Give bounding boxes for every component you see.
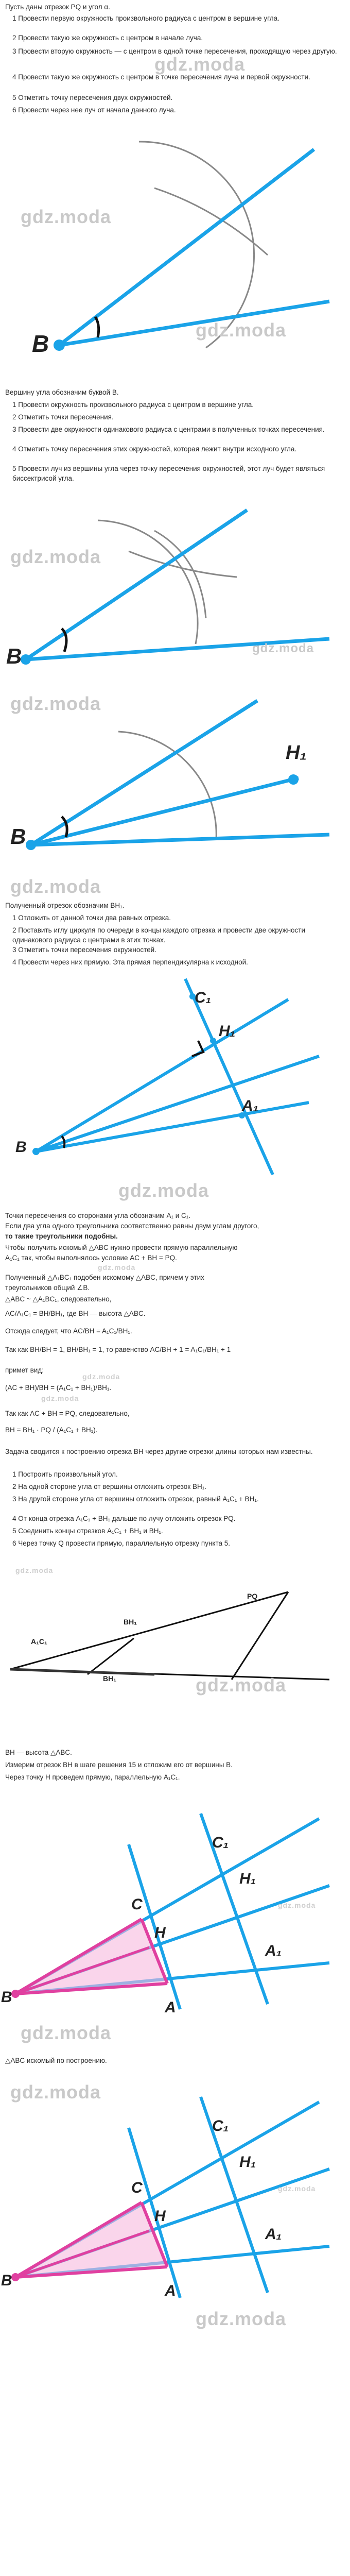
intro-text: Пусть даны отрезок PQ и угол α.	[5, 3, 110, 11]
step-e-3: 3 На другой стороне угла от вершины отложить отрезок, равный A₁C₁ + BH₁.	[12, 1495, 259, 1503]
step-c-2: 2 Поставить иглу циркуля по очереди в концы каждого отрезка и провести две окружности одинакового радиуса с центрами в этих точках.	[12, 926, 306, 944]
label-b: B	[1, 2272, 12, 2289]
label-a1c1: A₁C₁	[31, 1637, 47, 1646]
watermark: gdz.moda	[196, 2308, 286, 2329]
proof-formula-1: AC/A₁C₁ = BH/BH₁, где BH — высота △ABC.	[5, 1310, 146, 1317]
step-c-3: 3 Отметить точки пересечения окружностей.	[12, 946, 156, 954]
step-a-5: 5 Отметить точку пересечения двух окружностей.	[12, 94, 173, 101]
label-b: B	[32, 330, 49, 357]
label-a: A	[165, 2282, 176, 2299]
proof-line-2: A₁C₁ так, чтобы выполнялось условие AC + BH = PQ.	[5, 1254, 177, 1262]
label-a: A	[165, 1999, 176, 2016]
watermark: gdz.moda	[196, 319, 286, 341]
similarity-rule-1: Если два угла одного треугольника соответственно равны двум углам другого,	[5, 1222, 259, 1230]
watermark: gdz.moda	[118, 1180, 209, 1201]
figure-segment-construction	[0, 1551, 350, 1736]
step-a-2: 2 Провести такую же окружность с центром в начале луча.	[12, 34, 203, 42]
proof-line-4: треугольников общий ∠B.	[5, 1284, 90, 1292]
label-h1: H₁	[286, 742, 307, 764]
task-intro: Задача сводится к построению отрезка BH через другие отрезки длины которых нам известны.	[5, 1448, 313, 1455]
watermark: gdz.moda	[10, 693, 101, 714]
label-c1: C₁	[212, 2117, 229, 2134]
label-c1: C₁	[212, 1834, 229, 1851]
step-e-4: 4 От конца отрезка A₁C₁ + BH₁ дальше по лучу отложить отрезок PQ.	[12, 1515, 236, 1522]
watermark: gdz.moda	[98, 1263, 136, 1272]
step-a-6: 6 Провести через нее луч от начала данного луча.	[12, 106, 176, 114]
step-c-1: 1 Отложить от данной точки два равных отрезка.	[12, 914, 171, 922]
label-h1: H₁	[239, 2154, 256, 2171]
step-a-3: 3 Провести вторую окружность — с центром в одной точке пересечения, проходящую через другую.	[12, 47, 337, 55]
proof-formula-3: Так как BH/BH = 1, BH/BH₁ = 1, то равенство AC/BH + 1 = A₁C₁/BH₁ + 1	[5, 1346, 231, 1353]
step-a-1: 1 Провести первую окружность произвольного радиуса с центром в вершине угла.	[12, 14, 279, 22]
similarity-rule-2: то такие треугольники подобны.	[5, 1232, 118, 1240]
step-b-3: 3 Провести две окружности одинакового радиуса с центрами в полученных точках пересечения.	[12, 426, 325, 433]
proof-line-5: △ABC ~ △A₁BC₁, следовательно,	[5, 1295, 112, 1303]
watermark: gdz.moda	[278, 2184, 316, 2193]
label-a1: A₁	[265, 1942, 282, 1959]
label-h: H	[154, 2208, 166, 2225]
label-b: B	[1, 1989, 12, 2006]
watermark: gdz.moda	[82, 1372, 120, 1381]
through-h-note: Через точку H проведем прямую, параллельную A₁C₁.	[5, 1773, 180, 1781]
label-pq: PQ	[247, 1592, 258, 1600]
points-note: Точки пересечения со сторонами угла обозначим A₁ и C₁.	[5, 1212, 191, 1219]
proof-line-3: Полученный △A₁BC₁ подобен искомому △ABC, причем у этих	[5, 1274, 204, 1281]
watermark: gdz.moda	[10, 876, 101, 897]
watermark: gdz.moda	[196, 1674, 286, 1696]
segment-note: Полученный отрезок обозначим BH₁.	[5, 902, 125, 909]
watermark: gdz.moda	[278, 1901, 316, 1909]
label-c: C	[131, 1896, 143, 1913]
step-e-5: 5 Соединить концы отрезков A₁C₁ + BH₁ и BH₁.	[12, 1527, 163, 1535]
step-a-4: 4 Провести такую же окружность с центром в точке пересечения луча и первой окружности.	[12, 73, 310, 81]
measure-note: Измерим отрезок BH в шаге решения 15 и отложим его от вершины B.	[5, 1761, 233, 1769]
step-e-1: 1 Построить произвольный угол.	[12, 1470, 118, 1478]
figure-angle-copy	[0, 121, 350, 381]
watermark: gdz.moda	[10, 546, 101, 567]
step-b-1: 1 Провести окружность произвольного радиуса с центром в вершине угла.	[12, 401, 254, 409]
label-a1: A₁	[242, 1097, 259, 1114]
final-note: △ABC искомый по построению.	[5, 2057, 107, 2064]
proof-formula-5: BH = BH₁ · PQ / (A₁C₁ + BH₁).	[5, 1426, 98, 1434]
label-bh1: BH₁	[103, 1674, 117, 1683]
label-h1: H₁	[239, 1870, 256, 1887]
label-h1: H₁	[219, 1023, 236, 1040]
label-c: C	[131, 2179, 143, 2196]
bh-note: BH — высота △ABC.	[5, 1749, 72, 1756]
step-b-5: 5 Провести луч из вершины угла через точку пересечения окружностей, этот луч будет являться биссектрисой угла.	[12, 465, 325, 482]
watermark: gdz.moda	[21, 206, 111, 227]
label-b: B	[10, 824, 26, 849]
figure-triangle	[0, 1783, 350, 2014]
label-bh1: BH₁	[124, 1618, 137, 1626]
watermark: gdz.moda	[41, 1394, 79, 1402]
watermark: gdz.moda	[252, 641, 314, 655]
label-b: B	[6, 644, 22, 668]
label-a1: A₁	[265, 2226, 282, 2243]
watermark: gdz.moda	[15, 1566, 54, 1574]
step-e-2: 2 На одной стороне угла от вершины отложить отрезок BH₁.	[12, 1483, 207, 1490]
proof-formula-2: Отсюда следует, что AC/BH = A₁C₁/BH₁.	[5, 1327, 132, 1335]
label-c1: C₁	[195, 989, 212, 1006]
label-b: B	[15, 1139, 27, 1156]
step-e-6: 6 Через точку Q провести прямую, параллельную отрезку пункта 5.	[12, 1539, 231, 1547]
step-b-2: 2 Отметить точки пересечения.	[12, 413, 114, 421]
vertex-note: Вершину угла обозначим буквой B.	[5, 388, 119, 396]
watermark: gdz.moda	[10, 2081, 101, 2103]
proof-formula-4: (AC + BH)/BH = (A₁C₁ + BH₁)/BH₁.	[5, 1384, 112, 1392]
proof-line-7: Так как AC + BH = PQ, следовательно,	[5, 1410, 130, 1417]
step-c-4: 4 Провести через них прямую. Эта прямая перпендикулярна к исходной.	[12, 958, 248, 966]
label-h: H	[154, 1924, 166, 1941]
step-b-4: 4 Отметить точку пересечения этих окружностей, которая лежит внутри исходного угла.	[12, 445, 297, 453]
proof-line-6: примет вид:	[5, 1366, 44, 1374]
proof-line-1: Чтобы получить искомый △ABC нужно провести прямую параллельную	[5, 1244, 238, 1251]
watermark: gdz.moda	[21, 2022, 111, 2043]
figure-perpendicular	[0, 969, 350, 1175]
watermark: gdz.moda	[154, 54, 245, 75]
